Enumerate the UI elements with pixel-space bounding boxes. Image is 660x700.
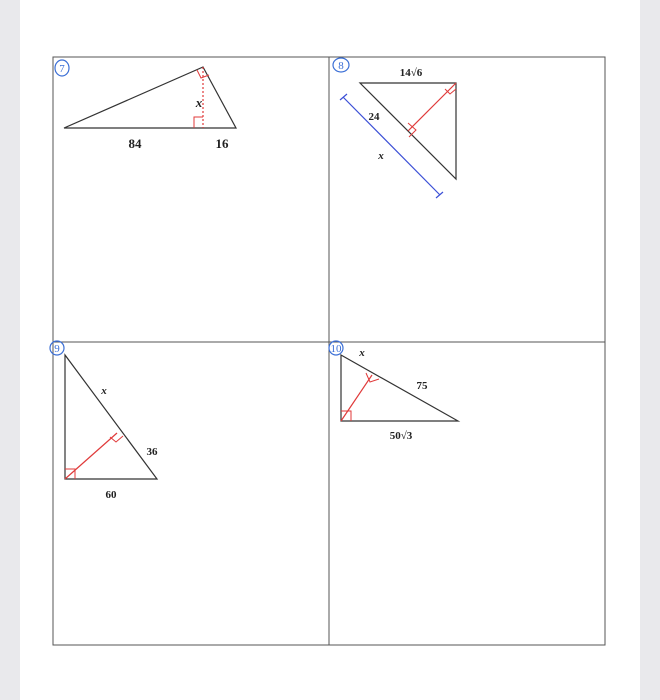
problem-8-number: 8 — [338, 60, 344, 72]
problem-8-altitude — [408, 83, 456, 131]
problem-9-triangle — [65, 355, 157, 479]
problem-9-altitude — [65, 433, 117, 479]
problem-9-number: 9 — [54, 343, 60, 355]
problem-8-right-angle-top — [445, 89, 456, 94]
problem-10 — [329, 341, 458, 442]
problem-7-triangle — [64, 67, 236, 128]
problem-7-right-angle-foot — [194, 117, 203, 128]
problem-8-number-circle[interactable] — [333, 58, 349, 72]
problem-9 — [50, 341, 158, 501]
problem-7-label-84: 84 — [128, 136, 142, 151]
problem-7-label-x: x — [195, 95, 203, 110]
problem-8-blue-tick-end — [436, 192, 443, 198]
problem-7-number-circle[interactable] — [55, 60, 69, 76]
problem-10-number-circle[interactable] — [329, 341, 343, 355]
problem-7-number: 7 — [59, 63, 65, 75]
problem-10-number: 10 — [330, 343, 342, 355]
problem-8 — [333, 58, 456, 198]
problem-8-label-x: x — [378, 150, 384, 162]
problem-8-label-24: 24 — [368, 111, 380, 123]
problem-10-label-x: x — [359, 347, 365, 359]
problem-9-label-x: x — [101, 385, 107, 397]
problem-10-label-base: 50√3 — [389, 430, 413, 442]
problem-8-blue-tick-start — [340, 94, 347, 100]
problem-9-number-circle[interactable] — [50, 341, 64, 355]
problem-7 — [55, 60, 236, 151]
problem-8-label-top: 14√6 — [399, 67, 423, 79]
problem-9-label-36: 36 — [146, 446, 158, 458]
problem-8-blue-measure-line — [343, 97, 440, 195]
problem-10-triangle — [341, 355, 458, 421]
problem-10-altitude — [341, 375, 372, 421]
problem-9-label-60: 60 — [105, 489, 117, 501]
problem-10-label-75: 75 — [416, 380, 428, 392]
problem-7-label-16: 16 — [215, 136, 229, 151]
